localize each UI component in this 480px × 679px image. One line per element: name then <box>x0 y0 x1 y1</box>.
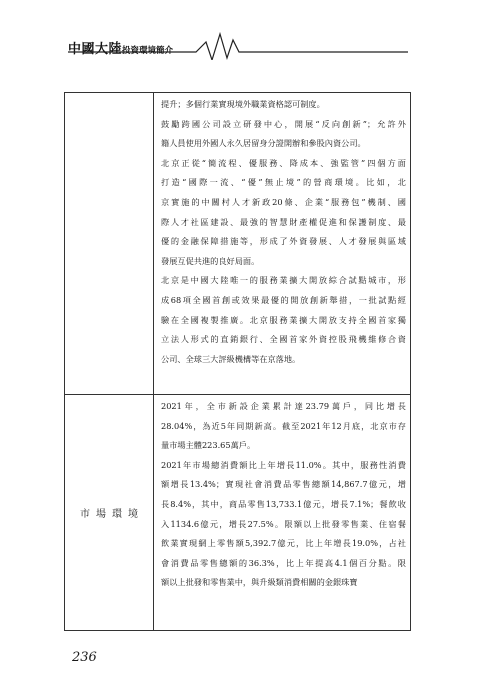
paragraph <box>161 95 406 115</box>
row-1-content <box>161 95 406 369</box>
text-line: 際人才社區建設、最強的智慧財產權促進和保護制度、最 <box>161 216 406 227</box>
text-line: 2021年市場總消費額比上年增長11.0%。其中，服務性消費 <box>161 459 406 470</box>
text-line: 飲業實現網上零售額5,392.7億元，比上年增長19.0%，占社 <box>161 538 406 549</box>
running-title-large: 中國大陸 <box>68 42 123 57</box>
text-line: 量市場主體223.65萬戶。 <box>161 440 256 451</box>
text-line: 發展互促共進的良好局面。 <box>161 255 260 266</box>
text-line: 額以上批發和零售業中，與升級類消費相關的金銀珠寶 <box>161 577 358 588</box>
paragraph <box>161 154 406 272</box>
paragraph <box>161 397 406 456</box>
text-line: 28.04%，為近5年同期新高。截至2021年12月底，北京市存 <box>161 420 406 431</box>
text-line: 打造“國際一流、“優”無止境”的營商環境。比如，北 <box>161 177 406 188</box>
header-heartbeat-line <box>68 30 408 60</box>
paragraph <box>161 271 406 369</box>
text-line: 京實施的中關村人才新政20條、企業“服務包”機制、國 <box>161 196 406 207</box>
text-line: 提升；多個行業實現境外職業資格認可制度。 <box>161 99 325 109</box>
text-line: 北京正從“簡流程、優服務、降成本、強監管”四個方面 <box>161 157 406 168</box>
info-table <box>64 92 411 631</box>
row-2-content <box>161 397 406 593</box>
text-line: 優的金融保障措施等，形成了外資發展、人才發展與區域 <box>161 236 406 247</box>
paragraph <box>161 456 406 593</box>
text-line: 驗在全國複製推廣。北京服務業擴大開放支持全國首家獨 <box>161 314 406 325</box>
text-line: 北京是中國大陸唯一的服務業擴大開放綜合試點城市，形 <box>161 275 406 286</box>
text-line: 2021年，全市新設企業累計達23.79萬戶，同比增長 <box>161 401 406 411</box>
text-line: 鼓勵跨國公司設立研發中心，開展“反向創新”；允許外 <box>161 118 406 129</box>
text-line: 入1134.6億元，增長27.5%。限額以上批發零售業、住宿餐 <box>161 518 406 529</box>
text-line: 籍人員使用外國人永久居留身分證開辦和參股內資公司。 <box>161 138 366 149</box>
column-divider <box>153 93 154 630</box>
text-line: 公司、全球三大評級機構等在京落地。 <box>161 353 301 364</box>
page-number: 236 <box>72 650 97 665</box>
text-line: 長8.4%，其中，商品零售13,733.1億元，增長7.1%；餐飲收 <box>161 498 406 509</box>
text-line: 會消費品零售總額的36.3%，比上年提高4.1個百分點。限 <box>161 557 406 568</box>
text-line: 成68項全國首創或效果最優的開放創新舉措，一批試點經 <box>161 294 406 305</box>
text-line: 立法人形式的直銷銀行、全國首家外資控股飛機維修合資 <box>161 334 406 345</box>
running-title-small: 投資環境簡介 <box>122 46 174 56</box>
text-line: 額增長13.4%；實現社會消費品零售總額14,867.7億元，增 <box>161 479 406 490</box>
paragraph <box>161 115 406 154</box>
page-header <box>68 30 408 60</box>
row-label-market-environment: 市場環境 <box>80 508 144 520</box>
